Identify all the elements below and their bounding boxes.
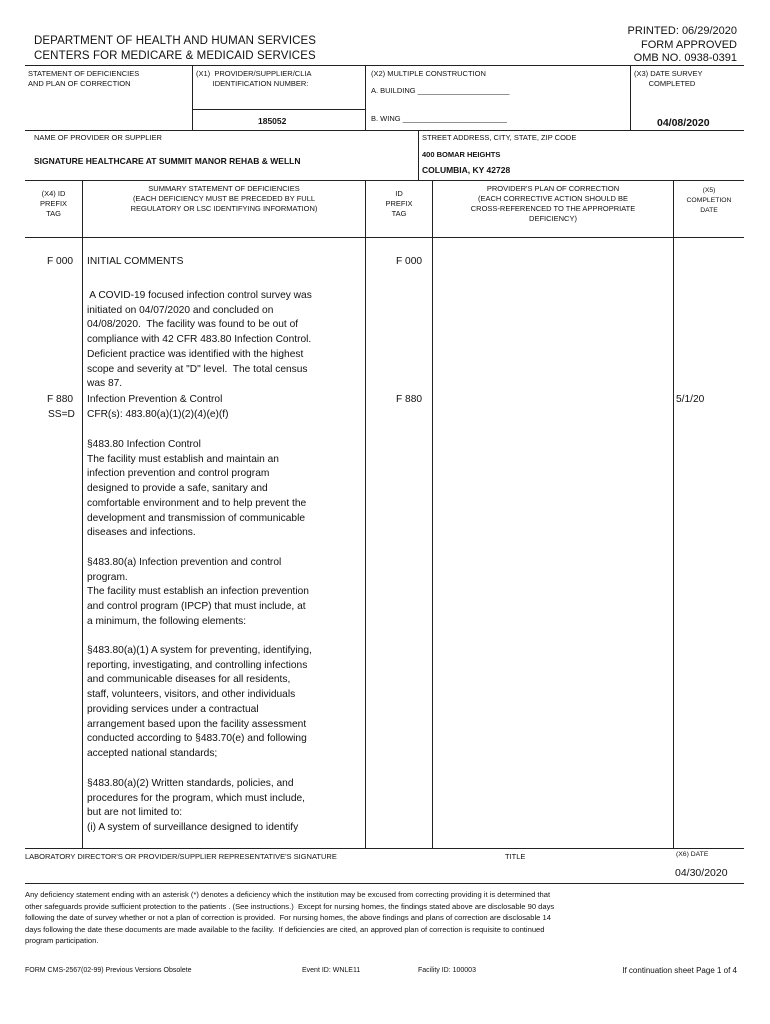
address-city: COLUMBIA, KY 42728 <box>422 165 511 175</box>
row-divider-1 <box>25 130 744 131</box>
building-field: A. BUILDING ______________________ <box>371 86 510 95</box>
department-header <box>34 34 316 64</box>
header-bottom-divider <box>25 237 744 238</box>
top-border <box>25 65 744 66</box>
provider-name-label: NAME OF PROVIDER OR SUPPLIER <box>34 133 162 142</box>
system-paragraph: §483.80(a)(1) A system for preventing, identifying, reporting, investigating, and controlling infections and communicable diseases for all residents, staff, volunteers, visitors, and other individuals providing services under a contractual arrangement based upon the facility assessment conducted according to §483.70(e) and following accepted national standards; <box>87 645 312 759</box>
form-approval-block <box>628 25 737 66</box>
printed-date: PRINTED: 06/29/2020 <box>627 25 737 37</box>
x4-header: (X4) ID PREFIX TAG <box>39 189 68 218</box>
scope-severity: SS=D <box>48 409 75 420</box>
survey-completed-date: 04/08/2020 <box>657 117 710 129</box>
standards-paragraph: §483.80(a)(2) Written standards, policies, and procedures for the program, which must include, but are not limited to: (i) A system of surveillance designed to identify <box>87 778 306 834</box>
continuation-page: If continuation sheet Page 1 of 4 <box>622 966 737 975</box>
tag-f880-right: F 880 <box>396 394 423 405</box>
vline-x3-left <box>630 65 631 130</box>
agency-name: CENTERS FOR MEDICARE & MEDICAID SERVICES <box>34 50 316 62</box>
initial-comments-title: INITIAL COMMENTS <box>87 256 184 267</box>
wing-field: B. WING _________________________ <box>371 114 507 123</box>
x1-label: (X1) PROVIDER/SUPPLIER/CLIA IDENTIFICATION NUMBER: <box>196 69 312 88</box>
disclosure-note: Any deficiency statement ending with an asterisk (*) denotes a deficiency which the institution may be excused from correcting providing it is determined that other safeguards provide sufficient protection to the patients . (See instructions.) Except for nursing homes, the findings stated above are disclosable 90 days following the date of survey whether or not a plan of correction is provided. For nursing homes, the above findings and plans of correction are disclosable 14 days following the date these documents are made available to the facility. If deficiencies are cited, an approved plan of correction is requisite to continued program participation. <box>25 890 555 946</box>
tag-f000-left: F 000 <box>47 256 74 267</box>
form-approved-label: FORM APPROVED <box>641 38 737 51</box>
x1-value-divider <box>192 109 365 110</box>
provider-id-number: 185052 <box>258 116 287 126</box>
survey-summary-paragraph: A COVID-19 focused infection control survey was initiated on 04/07/2020 and concluded on 04/08/2020. The facility was found to be out of compliance with 42 CFR 483.80 Infection Control. Deficient practice was identified with the highest scope and severity at "D" level. The total census was 87. <box>87 290 312 390</box>
summary-header: SUMMARY STATEMENT OF DEFICIENCIES (EACH DEFICIENCY MUST BE PRECEDED BY FULL REGULATORY OR LSC IDENTIFYING INFORMATION) <box>130 184 318 213</box>
col-line-2 <box>365 180 366 848</box>
tag-f880-left: F 880 <box>47 394 74 405</box>
infection-control-paragraph: §483.80 Infection Control The facility must establish and maintain an infection prevention and control program designed to provide a safe, sanitary and comfortable environment and to help prevent the development and transmission of communicable diseases and infections. <box>87 439 307 539</box>
omb-number: OMB NO. 0938-0391 <box>633 52 737 64</box>
row-divider-2 <box>25 180 744 181</box>
department-name: DEPARTMENT OF HEALTH AND HUMAN SERVICES <box>34 35 317 47</box>
x2-label: (X2) MULTIPLE CONSTRUCTION <box>371 69 486 78</box>
body-bottom-border <box>25 848 744 849</box>
vline-x2-left <box>365 65 366 130</box>
col-line-4 <box>673 180 674 848</box>
address-street: 400 BOMAR HEIGHTS <box>422 150 501 159</box>
address-label: STREET ADDRESS, CITY, STATE, ZIP CODE <box>422 133 577 142</box>
plan-header: PROVIDER'S PLAN OF CORRECTION (EACH CORRECTIVE ACTION SHOULD BE CROSS-REFERENCED TO THE APPROPRIATE DEFICIENCY) <box>470 184 636 223</box>
x5-header: (X5) COMPLETION DATE <box>686 187 732 214</box>
signature-date: 04/30/2020 <box>675 867 728 879</box>
vline-x1-left <box>192 65 193 130</box>
facility-id: Facility ID: 100003 <box>418 967 476 974</box>
x3-label: (X3) DATE SURVEY COMPLETED <box>634 69 703 88</box>
tag-f000-right: F 000 <box>396 256 423 267</box>
f880-title: Infection Prevention & Control CFR(s): 483.80(a)(1)(2)(4)(e)(f) <box>87 394 229 420</box>
col-line-3 <box>432 180 433 848</box>
ipcp-paragraph: §483.80(a) Infection prevention and control program. The facility must establish an infection prevention and control program (IPCP) that must include, at a minimum, the following elements: <box>87 557 309 627</box>
form-id: FORM CMS-2567(02-99) Previous Versions Obsolete <box>25 967 192 974</box>
statement-label: STATEMENT OF DEFICIENCIES AND PLAN OF CORRECTION <box>28 69 140 88</box>
col-line-1 <box>82 180 83 848</box>
vline-address-left <box>418 130 419 180</box>
completion-date: 5/1/20 <box>676 394 705 405</box>
event-id: Event ID: WNLE11 <box>302 967 361 974</box>
provider-name: SIGNATURE HEALTHCARE AT SUMMIT MANOR REHAB & WELLN <box>34 156 301 166</box>
x6-date-label: (X6) DATE <box>676 851 709 858</box>
signature-bottom-border <box>25 883 744 884</box>
title-label: TITLE <box>505 852 526 861</box>
signature-label: LABORATORY DIRECTOR'S OR PROVIDER/SUPPLIER REPRESENTATIVE'S SIGNATURE <box>25 852 337 861</box>
id-header: ID PREFIX TAG <box>385 189 413 218</box>
